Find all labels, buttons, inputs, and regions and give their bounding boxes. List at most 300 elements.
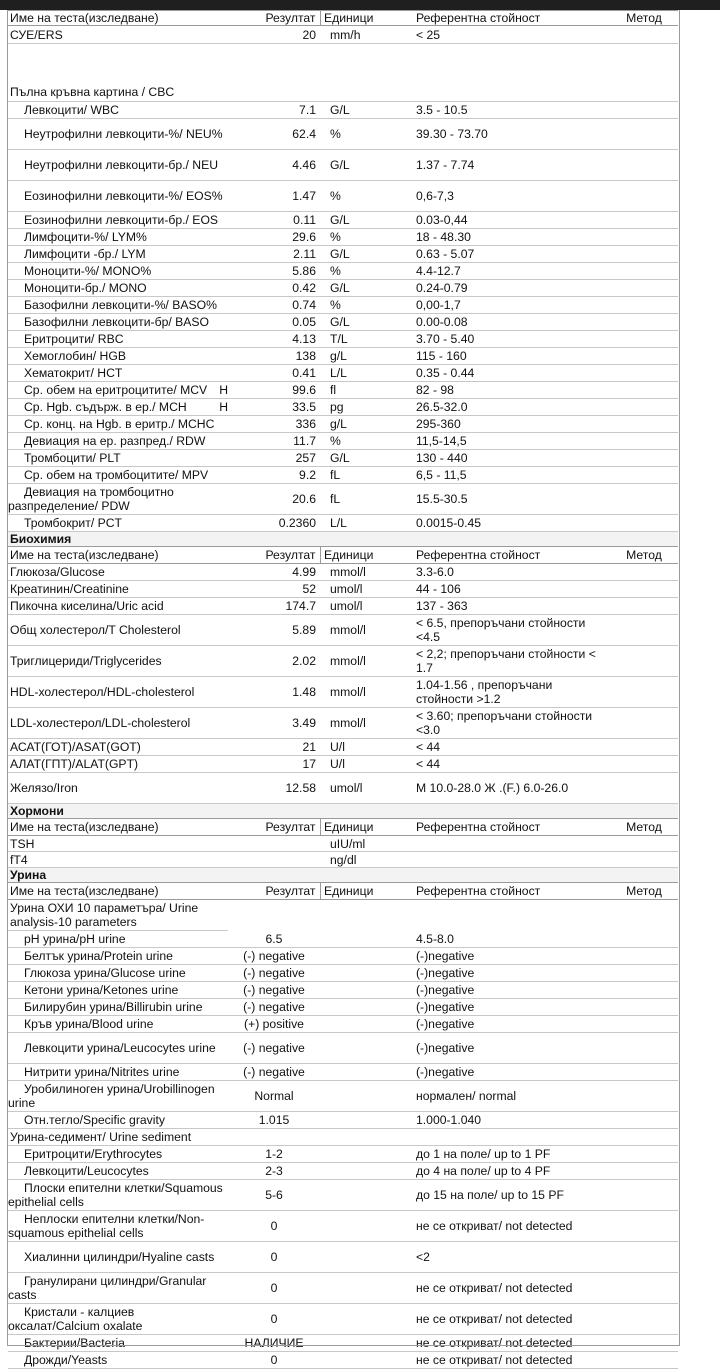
urine-sediment-group — [8, 1129, 678, 1146]
method-value — [610, 212, 678, 229]
reference-value: <2 — [410, 1242, 610, 1273]
blank-row — [8, 44, 678, 84]
result-value: 7.1 — [228, 102, 320, 119]
reference-value: 130 - 440 — [410, 450, 610, 467]
top-status-bar — [0, 0, 720, 10]
result-value: 99.6 — [228, 382, 320, 399]
test-name: Пикочна киселина/Uric acid — [8, 598, 228, 615]
biochem-row — [8, 564, 678, 581]
method-value — [610, 598, 678, 615]
urine-row — [8, 1064, 678, 1081]
reference-value: (-)negative — [410, 965, 610, 982]
table-header-row — [8, 547, 678, 564]
reference-value: нормален/ normal — [410, 1081, 610, 1112]
reference-value: 6,5 - 11,5 — [410, 467, 610, 484]
reference-value: 1.000-1.040 — [410, 1112, 610, 1129]
reference-value: (-)negative — [410, 1064, 610, 1081]
method-value — [610, 331, 678, 348]
unit-value — [324, 999, 410, 1016]
test-name: Еритроцити/Erythrocytes — [8, 1146, 228, 1163]
result-value: 174.7 — [228, 598, 320, 615]
test-name: Кетони урина/Ketones urine — [8, 982, 228, 999]
result-value: 0 — [228, 1242, 320, 1273]
test-name — [8, 515, 228, 532]
sediment-row — [8, 1180, 678, 1211]
cbc-row — [8, 246, 678, 263]
result-value: (-) negative — [228, 1064, 320, 1081]
test-name — [8, 297, 228, 314]
test-name-text: Моноцити-%/ MONO% — [24, 264, 152, 278]
reference-value: < 2,2; препоръчани стойности < 1.7 — [410, 646, 610, 677]
method-value — [610, 1352, 678, 1369]
reference-value: 115 - 160 — [410, 348, 610, 365]
test-name: HDL-холестерол/HDL-cholesterol — [8, 677, 228, 708]
unit-value — [324, 965, 410, 982]
urine-row — [8, 1016, 678, 1033]
biochem-row — [8, 677, 678, 708]
test-name — [8, 314, 228, 331]
biochemistry-section-title: Биохимия — [8, 532, 678, 547]
hormone-row — [8, 836, 678, 852]
reference-value — [410, 852, 610, 868]
method-value — [610, 836, 678, 852]
result-value: 0.11 — [228, 212, 320, 229]
method-value — [610, 484, 678, 515]
result-value: (+) positive — [228, 1016, 320, 1033]
header-result: Резултат — [228, 819, 320, 836]
test-name — [8, 280, 228, 297]
method-value — [610, 433, 678, 450]
cbc-row — [8, 229, 678, 246]
reference-value — [410, 836, 610, 852]
test-name — [8, 212, 228, 229]
reference-value: 4.4-12.7 — [410, 263, 610, 280]
reference-value: 11,5-14,5 — [410, 433, 610, 450]
result-value: 336 — [228, 416, 320, 433]
table-header-row — [8, 883, 678, 900]
method-value — [610, 119, 678, 150]
method-value — [610, 581, 678, 598]
sediment-row — [8, 1146, 678, 1163]
result-value: 0.42 — [228, 280, 320, 297]
method-value — [610, 1335, 678, 1352]
result-value: 0 — [228, 1211, 320, 1242]
reference-value: 15.5-30.5 — [410, 484, 610, 515]
unit-value: G/L — [324, 314, 410, 331]
sediment-row — [8, 1163, 678, 1180]
test-name: Желязо/Iron — [8, 773, 228, 804]
unit-value — [324, 1352, 410, 1369]
method-value — [610, 1273, 678, 1304]
method-value — [610, 756, 678, 773]
unit-value: fL — [324, 484, 410, 515]
biochem-row — [8, 739, 678, 756]
method-value — [610, 515, 678, 532]
unit-value: U/l — [324, 756, 410, 773]
method-value — [610, 1180, 678, 1211]
reference-value: (-)negative — [410, 1016, 610, 1033]
reference-value: 0.35 - 0.44 — [410, 365, 610, 382]
unit-value — [324, 1211, 410, 1242]
biochem-row — [8, 615, 678, 646]
cbc-row — [8, 382, 678, 399]
reference-value: 137 - 363 — [410, 598, 610, 615]
result-value: 0 — [228, 1273, 320, 1304]
cbc-row — [8, 263, 678, 280]
reference-value: 0.00-0.08 — [410, 314, 610, 331]
test-name-text: Девиация на ер. разпред./ RDW — [24, 434, 206, 448]
reference-value: 0.03-0,44 — [410, 212, 610, 229]
result-value: 5-6 — [228, 1180, 320, 1211]
unit-value: G/L — [324, 150, 410, 181]
method-value — [610, 1064, 678, 1081]
reference-value: 1.04-1.56 , препоръчани стойности >1.2 — [410, 677, 610, 708]
method-value — [610, 1081, 678, 1112]
test-name: LDL-холестерол/LDL-cholesterol — [8, 708, 228, 739]
hormones-section-title: Хормони — [8, 804, 678, 819]
cbc-row — [8, 450, 678, 467]
test-name: Левкоцити/Leucocytes — [8, 1163, 228, 1180]
lab-results-document — [8, 10, 678, 1369]
hormone-row — [8, 852, 678, 868]
test-name-text: Еритроцити/ RBC — [24, 332, 124, 346]
result-value: 33.5 — [228, 399, 320, 416]
test-name-text: Неутрофилни левкоцити-бр./ NEU — [24, 158, 219, 172]
test-name — [8, 450, 228, 467]
test-name — [8, 331, 228, 348]
method-value — [610, 280, 678, 297]
method-value — [610, 982, 678, 999]
test-name: Кристали - калциев оксалат/Calcium oxalate — [8, 1304, 228, 1335]
unit-value: % — [324, 229, 410, 246]
method-value — [610, 399, 678, 416]
test-name: Креатинин/Creatinine — [8, 581, 228, 598]
test-name — [8, 433, 228, 450]
sediment-row — [8, 1211, 678, 1242]
result-value: 20.6 — [228, 484, 320, 515]
reference-value: до 15 на поле/ up to 15 PF — [410, 1180, 610, 1211]
unit-value — [324, 1304, 410, 1335]
method-value — [610, 999, 678, 1016]
test-name-text: Моноцити-бр./ MONO — [24, 281, 147, 295]
cbc-row — [8, 331, 678, 348]
test-name-text: Ср. Hgb. съдърж. в ер./ MCH — [24, 400, 187, 414]
result-value: 1-2 — [228, 1146, 320, 1163]
unit-value: pg — [324, 399, 410, 416]
result-value: 52 — [228, 581, 320, 598]
unit-value — [324, 1112, 410, 1129]
unit-value: fL — [324, 467, 410, 484]
cbc-row — [8, 515, 678, 532]
result-value: 4.46 — [228, 150, 320, 181]
test-name — [8, 181, 228, 212]
cbc-row — [8, 280, 678, 297]
unit-value — [324, 1180, 410, 1211]
reference-value: М 10.0-28.0 Ж .(F.) 6.0-26.0 — [410, 773, 610, 804]
unit-value — [324, 1273, 410, 1304]
cbc-row — [8, 348, 678, 365]
reference-value: 0.63 - 5.07 — [410, 246, 610, 263]
header-name: Име на теста(изследване) — [8, 547, 228, 564]
urine-section — [8, 868, 678, 883]
reference-value: не се откриват/ not detected — [410, 1211, 610, 1242]
result-value: 5.89 — [228, 615, 320, 646]
header-result: Резултат — [228, 547, 320, 564]
results-table — [8, 10, 678, 1369]
header-method: Метод — [610, 547, 678, 564]
test-name: Белтък урина/Protein urine — [8, 948, 228, 965]
test-name-text: Лимфоцити-%/ LYM% — [24, 230, 147, 244]
sediment-row — [8, 1352, 678, 1369]
test-name: Глюкоза урина/Glucose urine — [8, 965, 228, 982]
header-name: Име на теста(изследване) — [8, 883, 228, 900]
method-value — [610, 263, 678, 280]
reference-value: до 1 на поле/ up to 1 PF — [410, 1146, 610, 1163]
urine-sediment-group-label: Урина-седимент/ Urine sediment — [8, 1129, 678, 1146]
test-name-text: Неутрофилни левкоцити-%/ NEU% — [24, 127, 223, 141]
reference-value: 82 - 98 — [410, 382, 610, 399]
result-value: 257 — [228, 450, 320, 467]
test-name: Плоски епителни клетки/Squamous epithelial cells — [8, 1180, 228, 1211]
unit-value: L/L — [324, 515, 410, 532]
test-name — [8, 246, 228, 263]
test-name — [8, 416, 228, 433]
result-value — [228, 836, 320, 852]
unit-value — [324, 1242, 410, 1273]
test-name: fT4 — [8, 852, 228, 868]
biochem-row — [8, 581, 678, 598]
cbc-row — [8, 181, 678, 212]
unit-value — [324, 1016, 410, 1033]
unit-value: T/L — [324, 331, 410, 348]
urine-section-title: Урина — [8, 868, 678, 883]
method-value — [610, 1146, 678, 1163]
header-reference: Референтна стойност — [410, 11, 610, 26]
hormones-section — [8, 804, 678, 819]
result-value: (-) negative — [228, 1033, 320, 1064]
unit-value — [324, 931, 410, 948]
test-name-text: Базофилни левкоцити-бр/ BASO — [24, 315, 209, 329]
result-value: 1.015 — [228, 1112, 320, 1129]
method-value — [610, 297, 678, 314]
method-value — [610, 677, 678, 708]
header-reference: Референтна стойност — [410, 819, 610, 836]
reference-value: 3.3-6.0 — [410, 564, 610, 581]
test-name: Дрожди/Yeasts — [8, 1352, 228, 1369]
header-reference: Референтна стойност — [410, 547, 610, 564]
test-name: Бактерии/Bacteria — [8, 1335, 228, 1352]
header-name: Име на теста(изследване) — [8, 819, 228, 836]
test-name-text: Ср. конц. на Hgb. в еритр./ MCHC — [24, 417, 215, 431]
test-name-text: Еозинофилни левкоцити-бр./ EOS — [24, 213, 219, 227]
reference-value: 1.37 - 7.74 — [410, 150, 610, 181]
method-value — [610, 246, 678, 263]
unit-value — [324, 1033, 410, 1064]
reference-value: 39.30 - 73.70 — [410, 119, 610, 150]
result-value: 0 — [228, 1352, 320, 1369]
reference-value: 0.0015-0.45 — [410, 515, 610, 532]
method-value — [610, 1016, 678, 1033]
test-name: Билирубин урина/Billirubin urine — [8, 999, 228, 1016]
result-value: 2.11 — [228, 246, 320, 263]
unit-value: g/L — [324, 348, 410, 365]
sediment-row — [8, 1273, 678, 1304]
test-name: Общ холестерол/T Cholesterol — [8, 615, 228, 646]
test-name-text: Еозинофилни левкоцити-%/ EOS% — [24, 189, 223, 203]
unit-value — [324, 948, 410, 965]
result-value: 0 — [228, 1304, 320, 1335]
result-value: (-) negative — [228, 999, 320, 1016]
sediment-row — [8, 1242, 678, 1273]
header-result: Резултат — [228, 11, 320, 26]
method-value — [610, 646, 678, 677]
unit-value: G/L — [324, 212, 410, 229]
method-value — [610, 564, 678, 581]
reference-value: < 44 — [410, 739, 610, 756]
test-name: Нитрити урина/Nitrites urine — [8, 1064, 228, 1081]
cbc-row — [8, 365, 678, 382]
method-value — [610, 450, 678, 467]
urine-analysis-group-label: Урина ОХИ 10 параметъра/ Urine analysis-10 parameters — [8, 900, 228, 931]
method-value — [610, 416, 678, 433]
unit-value: ng/dl — [324, 852, 410, 868]
cbc-row — [8, 484, 678, 515]
reference-value: не се откриват/ not detected — [410, 1304, 610, 1335]
test-name: Кръв урина/Blood urine — [8, 1016, 228, 1033]
result-value: 138 — [228, 348, 320, 365]
method-value — [610, 26, 678, 44]
test-name: Отн.тегло/Specific gravity — [8, 1112, 228, 1129]
header-method: Метод — [610, 819, 678, 836]
result-value: 0.2360 — [228, 515, 320, 532]
method-value — [610, 365, 678, 382]
test-name: Глюкоза/Glucose — [8, 564, 228, 581]
header-method: Метод — [610, 11, 678, 26]
unit-value: U/l — [324, 739, 410, 756]
urine-row — [8, 1033, 678, 1064]
result-value: Normal — [228, 1081, 320, 1112]
header-units: Единици — [324, 547, 410, 564]
method-value — [610, 1033, 678, 1064]
method-value — [610, 382, 678, 399]
cbc-row — [8, 119, 678, 150]
urine-row — [8, 965, 678, 982]
biochem-row — [8, 646, 678, 677]
result-value: 29.6 — [228, 229, 320, 246]
test-name: Гранулирани цилиндри/Granular casts — [8, 1273, 228, 1304]
method-value — [610, 739, 678, 756]
urine-row — [8, 999, 678, 1016]
test-name — [8, 102, 228, 119]
unit-value: mmol/l — [324, 615, 410, 646]
test-name: TSH — [8, 836, 228, 852]
test-name-text: Хемоглобин/ HGB — [24, 349, 126, 363]
method-value — [610, 1163, 678, 1180]
urine-row — [8, 931, 678, 948]
result-value: 21 — [228, 739, 320, 756]
method-value — [610, 708, 678, 739]
result-value: 3.49 — [228, 708, 320, 739]
urine-row — [8, 1112, 678, 1129]
reference-value: 3.70 - 5.40 — [410, 331, 610, 348]
cbc-row — [8, 150, 678, 181]
reference-value: 4.5-8.0 — [410, 931, 610, 948]
urine-row — [8, 1081, 678, 1112]
test-name: Левкоцити урина/Leucocytes urine — [8, 1033, 228, 1064]
reference-value: 295-360 — [410, 416, 610, 433]
reference-value: не се откриват/ not detected — [410, 1335, 610, 1352]
cbc-row — [8, 467, 678, 484]
reference-value: 0,00-1,7 — [410, 297, 610, 314]
result-value: (-) negative — [228, 982, 320, 999]
unit-value: G/L — [324, 246, 410, 263]
unit-value: mmol/l — [324, 646, 410, 677]
unit-value: mmol/l — [324, 564, 410, 581]
test-name — [8, 263, 228, 280]
reference-value: 26.5-32.0 — [410, 399, 610, 416]
result-value: 62.4 — [228, 119, 320, 150]
result-value: 2.02 — [228, 646, 320, 677]
urine-analysis-group — [8, 900, 678, 931]
cbc-group-label: Пълна кръвна картина / CBC — [8, 84, 678, 102]
reference-value: < 25 — [410, 26, 610, 44]
method-value — [610, 102, 678, 119]
method-value — [610, 229, 678, 246]
test-name — [8, 467, 228, 484]
biochem-row — [8, 756, 678, 773]
test-name — [8, 484, 228, 515]
test-name — [8, 399, 228, 416]
result-value: 4.99 — [228, 564, 320, 581]
cbc-row — [8, 212, 678, 229]
abnormal-flag: H — [219, 400, 228, 414]
reference-value: (-)negative — [410, 1033, 610, 1064]
result-value: (-) negative — [228, 948, 320, 965]
unit-value: umol/l — [324, 773, 410, 804]
urine-row — [8, 982, 678, 999]
method-value — [610, 1211, 678, 1242]
unit-value: % — [324, 181, 410, 212]
header-method: Метод — [610, 883, 678, 900]
test-name — [8, 229, 228, 246]
reference-value: (-)negative — [410, 982, 610, 999]
test-name: Хиалинни цилиндри/Hyaline casts — [8, 1242, 228, 1273]
cbc-row — [8, 102, 678, 119]
unit-value: umol/l — [324, 598, 410, 615]
method-value — [610, 931, 678, 948]
method-value — [610, 348, 678, 365]
test-name — [8, 365, 228, 382]
reference-value: до 4 на поле/ up to 4 PF — [410, 1163, 610, 1180]
reference-value: не се откриват/ not detected — [410, 1352, 610, 1369]
test-name: АЛАТ(ГПТ)/ALAT(GPT) — [8, 756, 228, 773]
unit-value: mmol/l — [324, 677, 410, 708]
method-value — [610, 852, 678, 868]
result-value: 5.86 — [228, 263, 320, 280]
header-units: Единици — [324, 11, 410, 26]
unit-value: G/L — [324, 102, 410, 119]
header-units: Единици — [324, 883, 410, 900]
method-value — [610, 1112, 678, 1129]
reference-value: 44 - 106 — [410, 581, 610, 598]
reference-value: 0,6-7,3 — [410, 181, 610, 212]
unit-value: uIU/ml — [324, 836, 410, 852]
test-name: pH урина/pH urine — [8, 931, 228, 948]
result-value: 1.47 — [228, 181, 320, 212]
unit-value: % — [324, 263, 410, 280]
cbc-row — [8, 416, 678, 433]
biochemistry-section — [8, 532, 678, 547]
